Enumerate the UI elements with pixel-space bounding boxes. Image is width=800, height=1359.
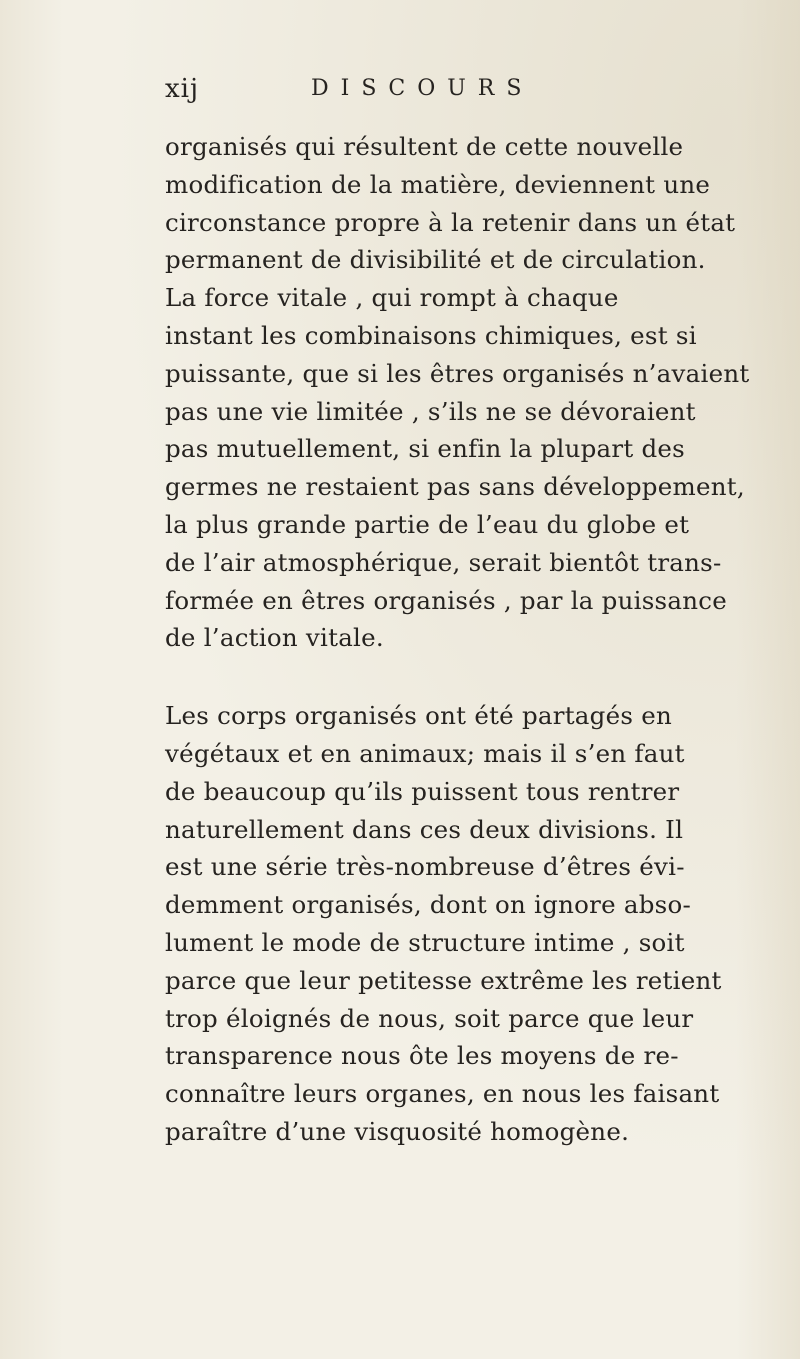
text-line: puissante, que si les êtres organisés n’avaient — [165, 358, 750, 388]
text-line: formée en êtres organisés , par la puissance — [165, 585, 727, 615]
text-line: modification de la matière, deviennent une — [165, 169, 711, 199]
text-line: instant les combinaisons chimiques, est si — [165, 320, 697, 350]
text-line: circonstance propre à la retenir dans un état — [165, 207, 736, 237]
text-line: transparence nous ôte les moyens de re- — [165, 1041, 679, 1071]
text-line: parce que leur petitesse extrême les retient — [165, 965, 722, 995]
text-line: la plus grande partie de l’eau du globe et — [165, 509, 690, 539]
text-line: paraître d’une visquosité homogène. — [165, 1116, 630, 1146]
text-line: permanent de divisibilité et de circulation. — [165, 245, 706, 275]
text-line: est une série très-nombreuse d’êtres évi- — [165, 852, 685, 882]
text-line: de l’action vitale. — [165, 623, 384, 653]
text-line: trop éloignés de nous, soit parce que leur — [165, 1003, 694, 1033]
running-head — [165, 74, 725, 114]
text-line: demment organisés, dont on ignore abso- — [165, 890, 691, 920]
text-line: naturellement dans ces deux divisions. Il — [165, 814, 684, 844]
text-line: pas mutuellement, si enfin la plupart des — [165, 434, 686, 464]
text-line: Les corps organisés ont été partagés en — [165, 701, 672, 731]
text-line: végétaux et en animaux; mais il s’en faut — [165, 738, 685, 768]
text-line: germes ne restaient pas sans développement, — [165, 472, 745, 502]
text-line: pas une vie limitée , s’ils ne se dévoraient — [165, 396, 696, 426]
running-title: DISCOURS — [311, 76, 534, 101]
text-line: organisés qui résultent de cette nouvelle — [165, 132, 684, 161]
text-line: lument le mode de structure intime , soit — [165, 927, 685, 957]
paragraph-1 — [165, 128, 755, 657]
text-line: connaître leurs organes, en nous les faisant — [165, 1079, 720, 1109]
text-line: La force vitale , qui rompt à chaque — [165, 283, 619, 313]
paragraph-gap — [165, 657, 755, 697]
text-line: de l’air atmosphérique, serait bientôt trans- — [165, 547, 722, 577]
page-number: xij — [165, 74, 200, 104]
text-line: de beaucoup qu’ils puissent tous rentrer — [165, 776, 680, 806]
body-text — [165, 128, 755, 1151]
paragraph-2 — [165, 697, 755, 1151]
